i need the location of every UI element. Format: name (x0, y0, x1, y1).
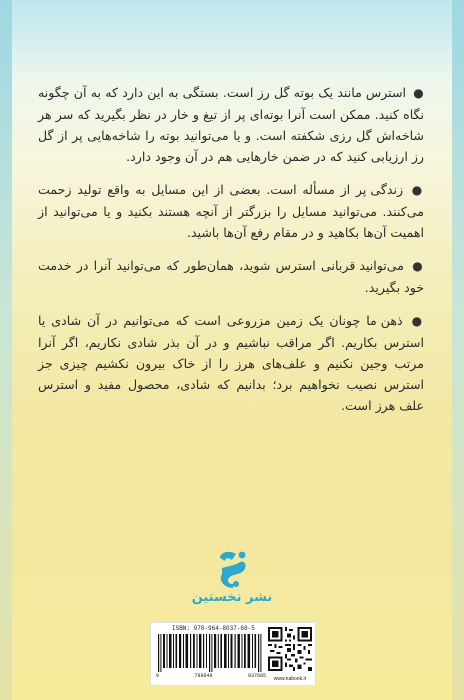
barcode-icon (158, 634, 264, 672)
bullet-icon: ● (412, 259, 424, 273)
barcode-numbers (156, 673, 266, 679)
paragraph-4-text: ذهن ما چونان یک زمین مزروعی است که می‌توانیم در آن شادی یا استرس بکاریم. اگر مراقب نباشیم و در آن بذر شادی نکاریم، اگر آنرا مرتب وجین نکنیم و علف‌های هرز را از خاک بیرون نکشیم چیزی جز استرس نصیب نخواهیم برد؛ بدانیم که شادی، محصول مفید و استرس علف هرز است. (38, 313, 424, 413)
publisher-logo (186, 548, 278, 612)
paragraph-4 (38, 310, 424, 416)
paragraph-3-text: می‌توانید قربانی استرس شوید، همان‌طور که می‌توانید آنرا در خدمت خود بگیرید. (38, 258, 424, 295)
barcode-digit-group-1: 789648 (194, 673, 213, 679)
publisher-name: نشر نخستین (191, 590, 273, 605)
left-edge-band (0, 0, 12, 700)
paragraph-1-text: استرس مانند یک بوته گل رز است. بستگی به این دارد که به آن چگونه نگاه کنید. ممکن است آنرا بوته‌ای پر از تیغ و خار در نظر بگیرید که سر هر شاخه‌اش گل رزی شکفته است. و یا می‌توانید بوته را شاخه‌هایی پر از گل رز ارزیابی کنید که در ضمن خارهایی هم در آن وجود دارد. (38, 85, 424, 164)
paragraph-2-text: زندگی پر از مسأله است. بعضی از این مسایل به واقع تولید زحمت می‌کنند. می‌توانید مسایل را بزرگتر از آنچه هستند بکنید و یا می‌توانید از اهمیت آن‌ها بکاهید و در مقام رفع آن‌ها باشید. (38, 182, 424, 240)
publisher-logo-icon (212, 548, 252, 588)
qr-code-icon (268, 627, 312, 671)
barcode-digit-group-2: 037685 (247, 673, 266, 679)
back-cover-text (38, 82, 424, 428)
bullet-icon: ● (413, 86, 424, 100)
paragraph-3 (38, 255, 424, 298)
paragraph-2 (38, 179, 424, 243)
bullet-icon: ● (411, 183, 424, 197)
paragraph-1 (38, 82, 424, 167)
barcode-digit-lead: 9 (156, 673, 160, 679)
website-url: www.nabook.ir (273, 676, 307, 682)
bullet-icon: ● (411, 314, 424, 328)
right-edge-band (452, 0, 464, 700)
isbn: ISBN: 978-964-8037-68-5 (172, 625, 255, 632)
